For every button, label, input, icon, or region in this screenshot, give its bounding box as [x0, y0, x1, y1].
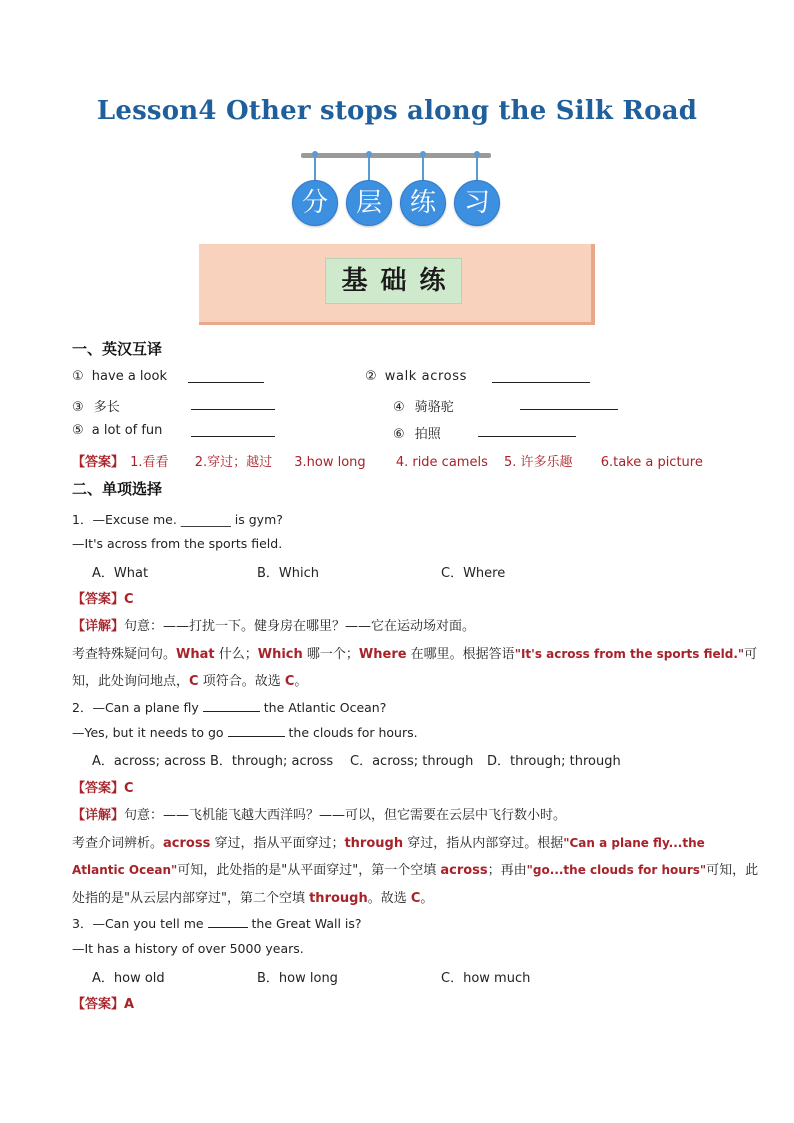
- q3-option-c[interactable]: C．how much: [441, 971, 531, 986]
- q1-answer: 【答案】C: [72, 592, 134, 607]
- item-6: ⑥ 拍照: [393, 427, 441, 442]
- answer-blank[interactable]: [520, 397, 618, 410]
- q3-option-a[interactable]: A．how old: [92, 971, 165, 986]
- question-1-stem: 1．—Excuse me. ________ is gym?: [72, 512, 283, 527]
- q2-option-c[interactable]: C．across; through: [350, 754, 474, 769]
- q2-option-d[interactable]: D．through; through: [487, 754, 621, 769]
- answer-blank[interactable]: [191, 397, 275, 410]
- q1-option-b[interactable]: B．Which: [257, 566, 320, 581]
- section1-heading: 一、英汉互译: [72, 340, 163, 358]
- question-2-reply: —Yes, but it needs to go the clouds for hours.: [72, 725, 418, 740]
- q1-option-a[interactable]: A．What: [92, 566, 149, 581]
- question-3-stem: 3．—Can you tell me the Great Wall is?: [72, 916, 362, 931]
- answer-blank[interactable]: [188, 370, 264, 383]
- q1-detail-line3: 知，此处询问地点，C 项符合。故选 C。: [72, 674, 308, 689]
- q1-detail-line1: 【详解】句意：——打扰一下。健身房在哪里？——它在运动场对面。: [72, 619, 476, 634]
- banner-label: 基础练: [325, 258, 462, 304]
- item-4: ④ 骑骆驼: [393, 400, 454, 415]
- badge-circle: 练: [400, 180, 446, 226]
- section1-answers: 【答案】 1.看看 2.穿过；越过 3.how long 4. ride camels 5. 许多乐趣 6.take a picture: [72, 455, 703, 470]
- section2-heading: 二、单项选择: [72, 480, 163, 498]
- hanger-peg: [368, 153, 370, 183]
- hanger-peg: [422, 153, 424, 183]
- q2-option-a[interactable]: A．across; across: [92, 754, 206, 769]
- answer-blank[interactable]: [191, 424, 275, 437]
- question-1-reply: —It's across from the sports field.: [72, 536, 283, 551]
- q1-detail-line2: 考查特殊疑问句。What 什么；Which 哪一个；Where 在哪里。根据答语"It's across from the sports field."可: [72, 647, 758, 662]
- item-5: ⑤ a lot of fun: [72, 423, 163, 438]
- item-2: ② walk across: [365, 369, 467, 384]
- badge-circle: 习: [454, 180, 500, 226]
- item-1: ① have a look: [72, 369, 167, 384]
- hanger-peg: [314, 153, 316, 183]
- q2-detail-line4: 处指的是"从云层内部穿过"，第二个空填 through。故选 C。: [72, 891, 434, 906]
- q2-detail-line2: 考查介词辨析。across 穿过，指从平面穿过；through 穿过，指从内部穿过。根据"Can a plane fly...the: [72, 836, 705, 851]
- q2-answer: 【答案】C: [72, 781, 134, 796]
- question-3-reply: —It has a history of over 5000 years.: [72, 941, 304, 956]
- badge-circle: 层: [346, 180, 392, 226]
- badge-circle: 分: [292, 180, 338, 226]
- hanger-bar: [301, 153, 491, 158]
- q3-answer: 【答案】A: [72, 997, 135, 1012]
- answer-blank[interactable]: [492, 370, 590, 383]
- q2-detail-line3: Atlantic Ocean"可知，此处指的是"从平面穿过"，第一个空填 across；再由"go...the clouds for hours"可知，此: [72, 863, 759, 878]
- page-title: Lesson4 Other stops along the Silk Road: [96, 96, 698, 126]
- q2-option-b[interactable]: B．through; across: [210, 754, 334, 769]
- section-banner: [199, 244, 595, 325]
- item-3: ③ 多长: [72, 400, 120, 415]
- answer-blank[interactable]: [478, 424, 576, 437]
- q3-option-b[interactable]: B．how long: [257, 971, 338, 986]
- question-2-stem: 2．—Can a plane fly the Atlantic Ocean?: [72, 700, 387, 715]
- q1-option-c[interactable]: C．Where: [441, 566, 506, 581]
- q2-detail-line1: 【详解】句意：——飞机能飞越大西洋吗？——可以，但它需要在云层中飞行数小时。: [72, 808, 567, 823]
- hanger-peg: [476, 153, 478, 183]
